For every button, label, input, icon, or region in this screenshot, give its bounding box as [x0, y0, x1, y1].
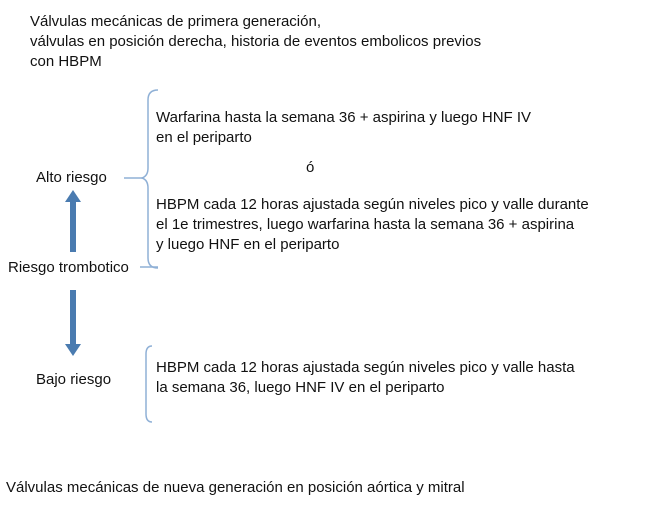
low-risk-label: Bajo riesgo	[36, 371, 112, 388]
header-text	[30, 12, 481, 72]
header-line-3: con HBPM	[30, 53, 102, 70]
header-line-1: Válvulas mecánicas de primera generación,	[30, 13, 321, 30]
thrombotic-risk-label: Riesgo trombotico	[8, 259, 129, 276]
high-risk-option-1-line-1: Warfarina hasta la semana 36 + aspirina y luego HNF IV	[156, 109, 532, 126]
low-risk-line-1: HBPM cada 12 horas ajustada según niveles pico y valle hasta	[156, 359, 575, 376]
low-risk-line-2: la semana 36, luego HNF IV en el periparto	[156, 379, 445, 396]
high-risk-option-2-line-1: HBPM cada 12 horas ajustada según niveles pico y valle durante	[156, 196, 589, 213]
high-risk-option-2-line-3: y luego HNF en el periparto	[156, 236, 340, 253]
low-risk-bracket	[140, 344, 154, 424]
high-risk-option-2-line-2: el 1e trimestres, luego warfarina hasta la semana 36 + aspirina	[156, 216, 575, 233]
or-separator: ó	[306, 159, 315, 176]
high-risk-option-1	[156, 108, 531, 148]
low-risk-recommendation	[156, 358, 575, 398]
down-arrow-icon	[64, 290, 82, 358]
high-risk-option-2	[156, 195, 589, 255]
footer-text: Válvulas mecánicas de nueva generación en posición aórtica y mitral	[6, 479, 465, 496]
header-line-2: válvulas en posición derecha, historia de eventos embolicos previos	[30, 33, 482, 50]
high-risk-label: Alto riesgo	[36, 169, 107, 186]
high-risk-option-1-line-2: en el periparto	[156, 129, 252, 146]
up-arrow-icon	[64, 190, 82, 252]
